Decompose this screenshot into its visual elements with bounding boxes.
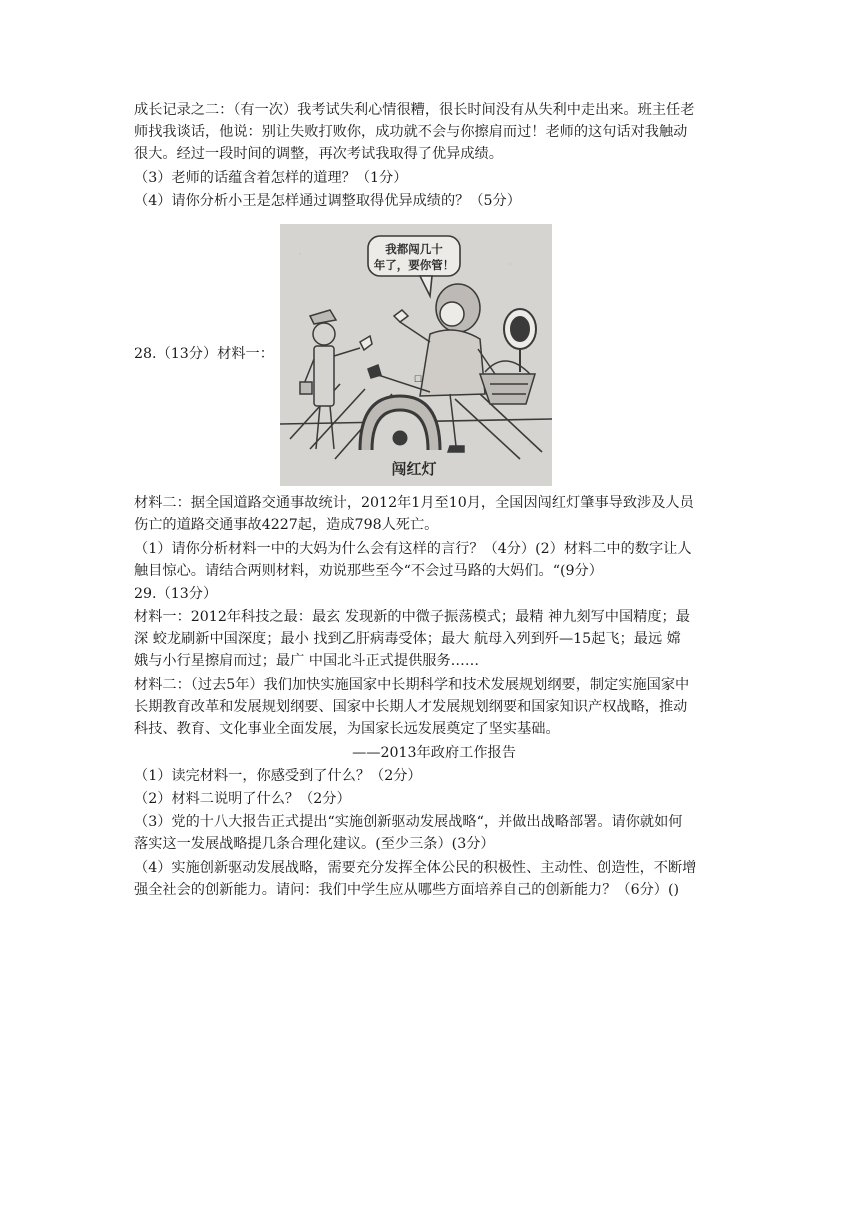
text-line: 娥与小行星擦肩而过；最广 中国北斗正式提供服务…… (134, 653, 480, 669)
question-29-label: 29.（13分） (134, 586, 218, 602)
cartoon-caption: 闯红灯 (391, 460, 437, 478)
svg-text:我都闯几十: 我都闯几十 (385, 242, 443, 256)
svg-text:年了，要你管！: 年了，要你管！ (373, 258, 455, 272)
text-line: （1）请你分析材料一中的大妈为什么会有这样的言行？（4分）(2）材料二中的数字让人 (134, 541, 692, 557)
text-line: 材料二：据全国道路交通事故统计，2012年1月至10月，全国因闯红灯肇事导致涉及人员 (134, 495, 694, 511)
text-line: 成长记录之二：（有一次）我考试失利心情很糟，很长时间没有从失利中走出来。班主任老 (134, 102, 695, 118)
text-line: 材料二：（过去5年）我们加快实施国家中长期科学和技术发展规划纲要，制定实施国家中 (134, 677, 690, 693)
cartoon-figure (280, 224, 552, 486)
question-3: （3）党的十八大报告正式提出“实施创新驱动发展战略“，并做出战略部署。请你就如何 (134, 814, 683, 830)
question-3: （3）老师的话蕴含着怎样的道理？（1分） (134, 170, 408, 186)
svg-text:☐: ☐ (414, 375, 423, 385)
text-line: 很大。经过一段时间的调整，再次考试我取得了优异成绩。 (134, 146, 503, 162)
text-line: 伤亡的道路交通事故4227起，造成798人死亡。 (134, 517, 439, 533)
text-line: 深 蛟龙刷新中国深度；最小 找到乙肝病毒受体；最大 航母入列到歼—15起飞；最远 嫦 (134, 631, 681, 647)
question-4: （4）请你分析小王是怎样通过调整取得优异成绩的？（5分） (134, 193, 521, 209)
text-line: 落实这一发展战略提几条合理化建议。(至少三条）(3分） (134, 836, 495, 852)
question-28-label: 28.（13分）材料一： (134, 346, 274, 362)
cartoon-image (280, 224, 552, 486)
text-line: 材料一：2012年科技之最：最玄 发现新的中微子振荡模式；最精 神九刻写中国精度；最 (134, 609, 690, 625)
text-line: 师找我谈话，他说：别让失败打败你，成功就不会与你擦肩而过！老师的这句话对我触动 (134, 124, 688, 140)
question-2: （2）材料二说明了什么？（2分） (134, 791, 351, 807)
text-line: 长期教育改革和发展规划纲要、国家中长期人才发展规划纲要和国家知识产权战略，推动 (134, 699, 688, 715)
question-4: （4）实施创新驱动发展战略，需要充分发挥全体公民的积极性、主动性、创造性，不断增 (134, 860, 697, 876)
text-line: 强全社会的创新能力。请问：我们中学生应从哪些方面培养自己的创新能力？（6分）() (134, 882, 680, 898)
text-line: 科技、教育、文化事业全面发展，为国家长远发展奠定了坚实基础。 (134, 721, 560, 737)
question-1: （1）读完材料一，你感受到了什么？（2分） (134, 768, 422, 784)
text-line: 触目惊心。请结合两则材料，劝说那些至今“不会过马路的大妈们。“(9分） (134, 563, 603, 579)
source-citation: ——2013年政府工作报告 (352, 745, 516, 761)
